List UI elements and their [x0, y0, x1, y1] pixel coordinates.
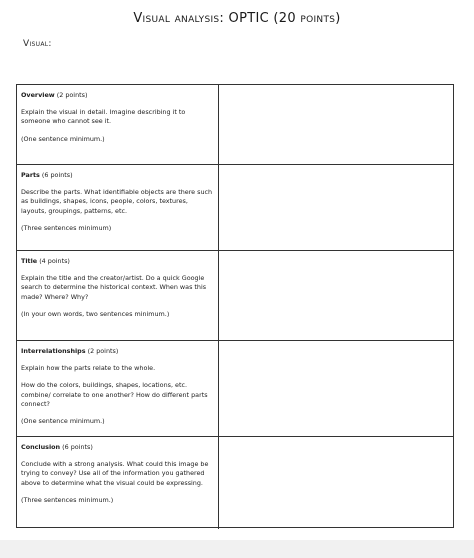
section-description: Describe the parts. What identifiable objects are there such as buildings, shapes, icons, people, colors, textures, layouts, groupings, patterns, etc. — [21, 188, 213, 215]
section-requirement: (One sentence minimum.) — [21, 417, 105, 426]
row-title — [17, 251, 453, 341]
section-heading — [21, 347, 214, 356]
section-name: Title — [21, 257, 38, 265]
section-name: Interrelationships — [21, 347, 86, 355]
section-points: (6 points) — [41, 171, 73, 179]
section-points: (2 points) — [56, 91, 88, 99]
section-description-2: How do the colors, buildings, shapes, locations, etc. combine/ correlate to one another? How do different parts connect? — [21, 381, 208, 408]
section-name: Overview — [21, 91, 55, 99]
section-description: Explain the visual in detail. Imagine describing it to someone who cannot see it. — [21, 108, 186, 126]
section-description: Conclude with a strong analysis. What could this image be trying to convey? Use all of the information you gathered above to determine what the visual could be expressing. — [21, 460, 209, 487]
section-heading — [21, 257, 214, 266]
row-overview — [17, 85, 453, 165]
page-title: Visual analysis: OPTIC (20 points) — [133, 11, 341, 26]
prompt-cell-title — [17, 251, 219, 340]
section-points: (4 points) — [39, 257, 70, 265]
section-heading — [21, 443, 214, 452]
prompt-cell-conclusion — [17, 437, 219, 529]
row-interrelationships — [17, 341, 453, 437]
optic-table — [16, 84, 454, 528]
section-requirement: (Three sentences minimum.) — [21, 495, 114, 504]
section-requirement: (Three sentences minimum) — [21, 223, 112, 232]
page-bottom-edge — [0, 540, 474, 558]
section-points: (6 points) — [62, 443, 93, 451]
prompt-cell-overview — [17, 85, 219, 164]
prompt-cell-interrelationships — [17, 341, 219, 436]
section-points: (2 points) — [87, 347, 119, 355]
answer-cell-interrelationships[interactable] — [219, 341, 453, 436]
visual-label: Visual: — [23, 39, 52, 49]
answer-cell-overview[interactable] — [219, 85, 453, 164]
section-requirement: (One sentence minimum.) — [21, 134, 105, 143]
section-heading — [21, 171, 214, 180]
section-requirement: (In your own words, two sentences minimum.) — [21, 309, 170, 318]
section-description: Explain how the parts relate to the whole. — [21, 364, 156, 373]
section-name: Conclusion — [21, 443, 61, 451]
answer-cell-title[interactable] — [219, 251, 453, 340]
answer-cell-conclusion[interactable] — [219, 437, 453, 529]
prompt-cell-parts — [17, 165, 219, 250]
answer-cell-parts[interactable] — [219, 165, 453, 250]
section-description: Explain the title and the creator/artist. Do a quick Google search to determine the historical context. When was this made? Where? Why? — [21, 274, 207, 301]
row-conclusion — [17, 437, 453, 529]
section-heading — [21, 91, 214, 100]
section-name: Parts — [21, 171, 40, 179]
row-parts — [17, 165, 453, 251]
